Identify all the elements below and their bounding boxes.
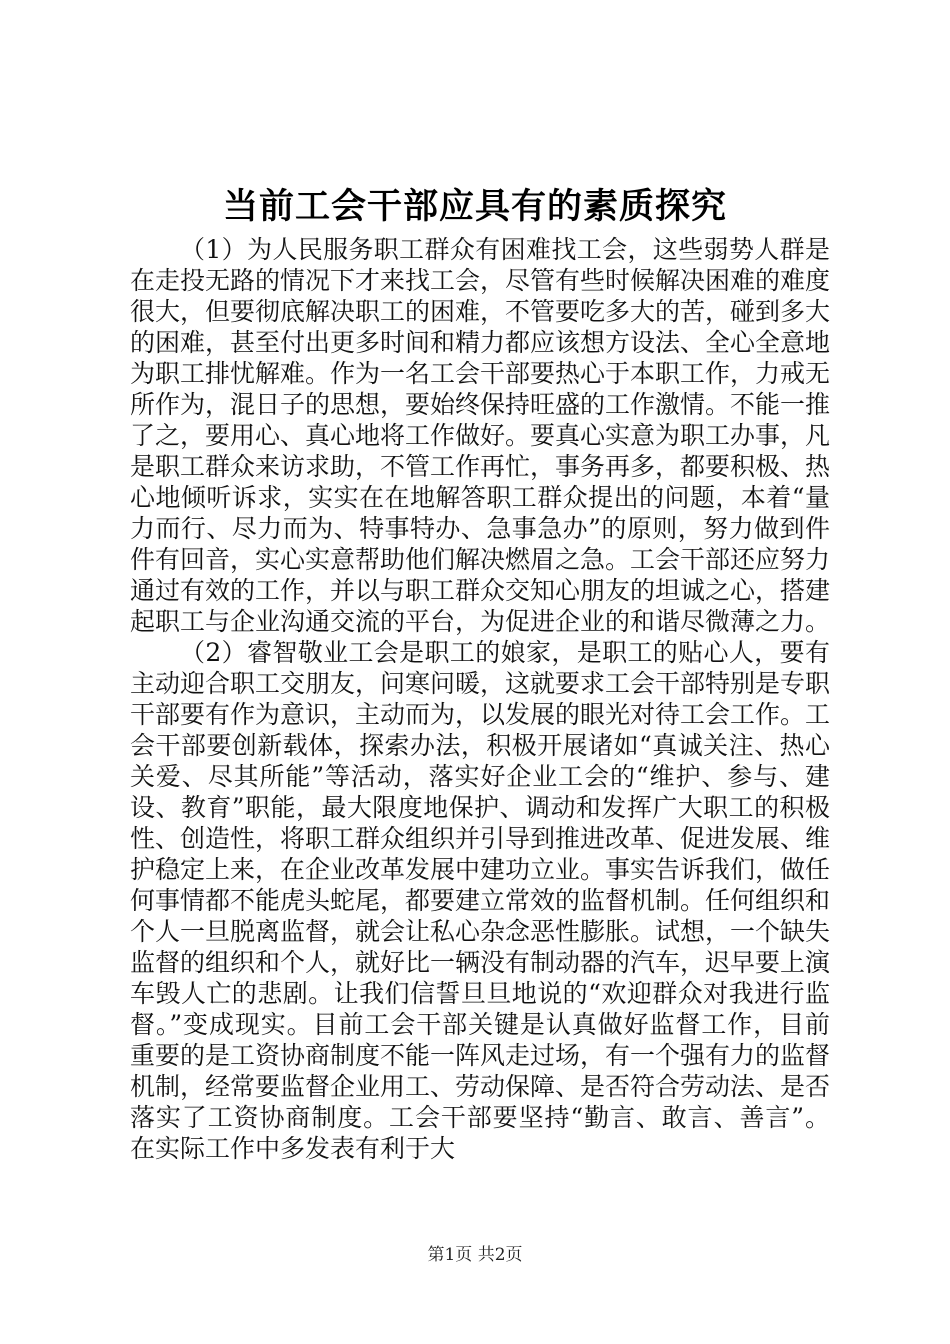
paragraph-2: （2）睿智敬业工会是职工的娘家，是职工的贴心人，要有主动迎合职工交朋友，问寒问暖，这就要求工会干部特别是专职干部要有作为意识，主动而为，以发展的眼光对待工会工作。工会干部要创新载体，探索办法，积极开展诸如“真诚关注、热心关爱、尽其所能”等活动，落实好企业工会的“维护、参与、建设、教育”职能，最大限度地保护、调动和发挥广大职工的积极性、创造性，将职工群众组织并引导到推进改革、促进发展、维护稳定上来，在企业改革发展中建功立业。事实告诉我们，做任何事情都不能虎头蛇尾，都要建立常效的监督机制。任何组织和个人一旦脱离监督，就会让私心杂念恶性膨胀。试想，一个缺失监督的组织和个人，就好比一辆没有制动器的汽车，迟早要上演车毁人亡的悲剧。让我们信誓旦旦地说的“欢迎群众对我进行监督。”变成现实。目前工会干部关键是认真做好监督工作，目前重要的是工资协商制度不能一阵风走过场，有一个强有力的监督机制，经常要监督企业用工、劳动保障、是否符合劳动法、是否落实了工资协商制度。工会干部要坚持“勤言、敢言、善言”。在实际工作中多发表有利于大 xyxy=(130,638,831,1163)
document-body xyxy=(130,234,830,1164)
paragraph-1: （1）为人民服务职工群众有困难找工会，这些弱势人群是在走投无路的情况下才来找工会，尽管有些时候解决困难的难度很大，但要彻底解决职工的困难，不管要吃多大的苦，碰到多大的困难，甚至付出更多时间和精力都应该想方设法、全心全意地为职工排忧解难。作为一名工会干部要热心于本职工作，力戒无所作为，混日子的思想，要始终保持旺盛的工作激情。不能一推了之，要用心、真心地将工作做好。要真心实意为职工办事，凡是职工群众来访求助，不管工作再忙，事务再多，都要积极、热心地倾听诉求，实实在在地解答职工群众提出的问题，本着“量力而行、尽力而为、特事特办、急事急办”的原则，努力做到件件有回音，实心实意帮助他们解决燃眉之急。工会干部还应努力通过有效的工作，并以与职工群众交知心朋友的坦诚之心，搭建起职工与企业沟通交流的平台，为促进企业的和谐尽微薄之力。 xyxy=(130,235,831,636)
document-title: 当前工会干部应具有的素质探究 xyxy=(222,186,727,227)
page-footer: 第1页 共2页 xyxy=(427,1245,523,1265)
